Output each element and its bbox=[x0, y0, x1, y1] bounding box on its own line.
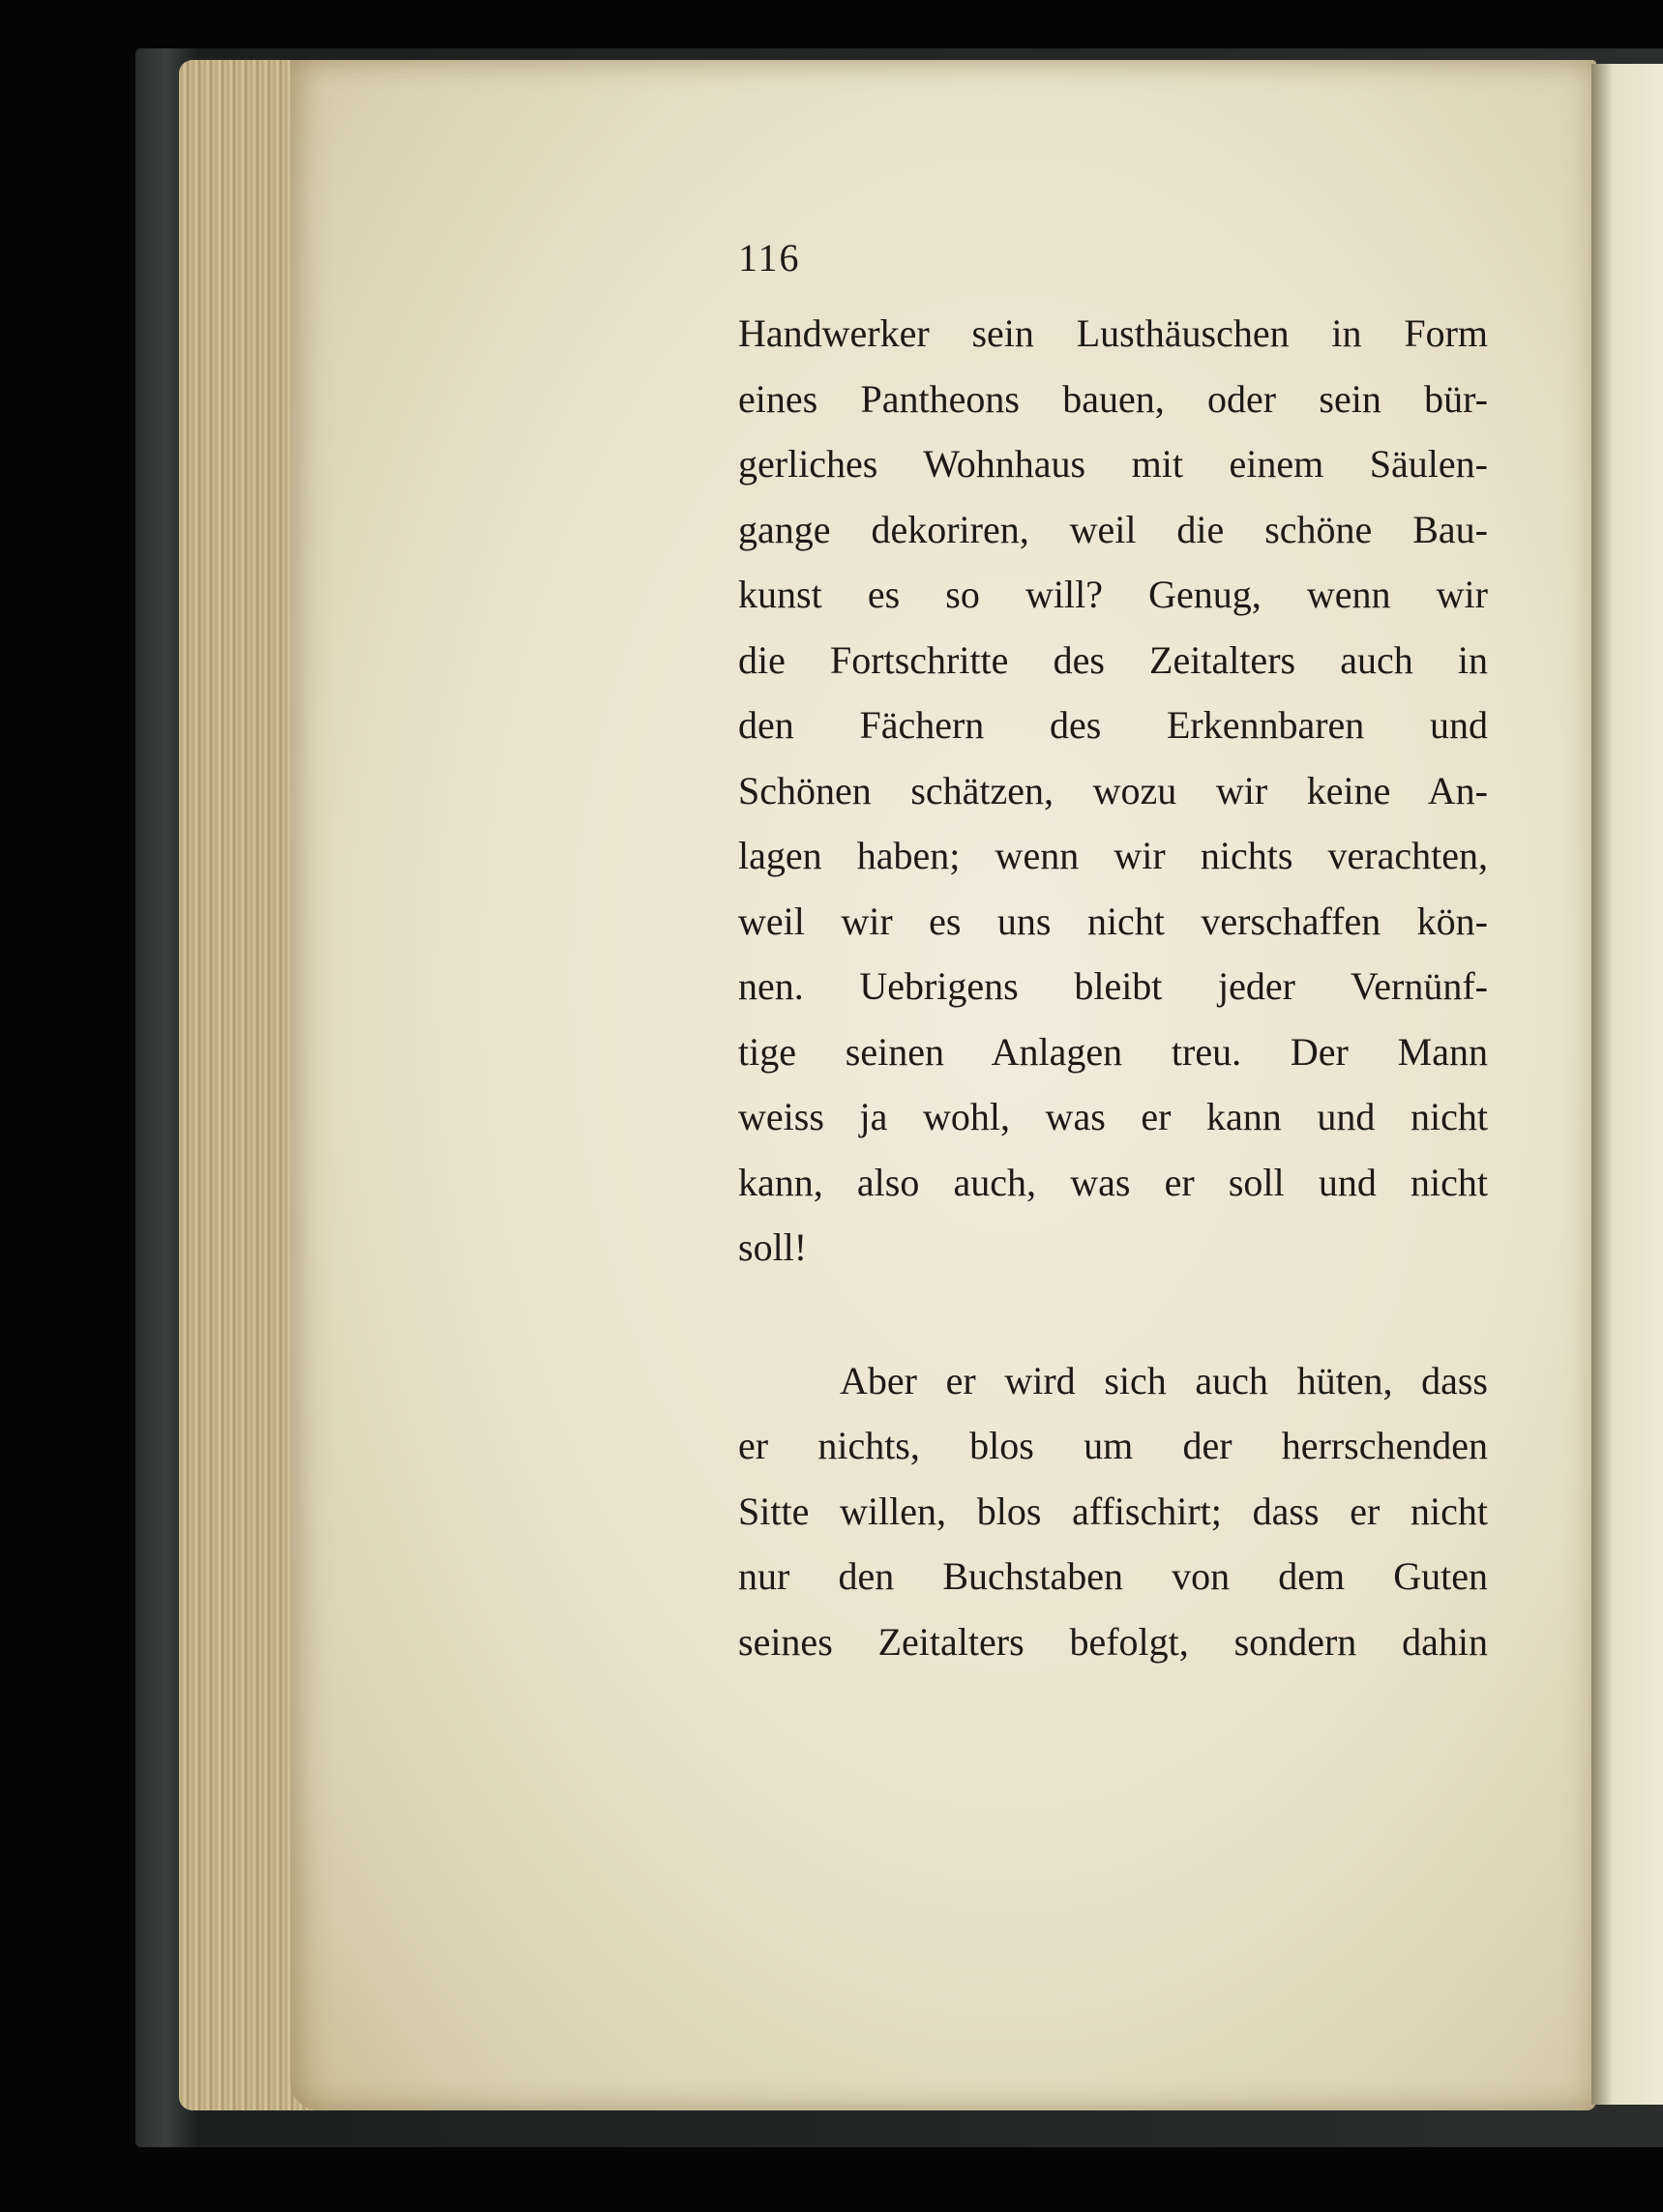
text-line: weiss ja wohl, was er kann und nicht bbox=[738, 1095, 1488, 1138]
text-line: Aber er wird sich auch hüten, dass bbox=[840, 1358, 1488, 1402]
facing-page-edge bbox=[1591, 64, 1663, 2105]
text-line: lagen haben; wenn wir nichts verachten, bbox=[738, 834, 1488, 877]
text-line: seines Zeitalters befolgt, sondern dahin bbox=[738, 1619, 1488, 1664]
text-line: soll! bbox=[738, 1225, 808, 1269]
text-line: Sitte willen, blos affischirt; dass er nicht bbox=[738, 1489, 1488, 1533]
page-number: 116 bbox=[738, 236, 801, 280]
text-line: kunst es so will? Genug, wenn wir bbox=[738, 573, 1488, 616]
paragraph-2 bbox=[738, 1348, 1488, 1675]
page-text bbox=[738, 237, 1488, 1674]
text-line: tige seinen Anlagen treu. Der Mann bbox=[738, 1029, 1488, 1074]
text-line: nur den Buchstaben von dem Guten bbox=[738, 1554, 1488, 1598]
text-line: die Fortschritte des Zeitalters auch in bbox=[738, 637, 1488, 682]
paragraph-gap bbox=[738, 1281, 1488, 1348]
text-line: weil wir es uns nicht verschaffen kön- bbox=[738, 899, 1488, 943]
text-line: den Fächern des Erkennbaren und bbox=[738, 703, 1488, 747]
text-line: eines Pantheons bauen, oder sein bür- bbox=[738, 376, 1488, 421]
paragraph-1 bbox=[738, 301, 1488, 1281]
text-line: er nichts, blos um der herrschenden bbox=[738, 1424, 1488, 1467]
text-line: Schönen schätzen, wozu wir keine An- bbox=[738, 768, 1488, 812]
text-line: nen. Uebrigens bleibt jeder Vernünf- bbox=[738, 964, 1488, 1008]
text-line: Handwerker sein Lusthäuschen in Form bbox=[738, 311, 1488, 355]
text-line: kann, also auch, was er soll und nicht bbox=[738, 1160, 1488, 1204]
text-line: gerliches Wohnhaus mit einem Säulen- bbox=[738, 442, 1488, 486]
text-line: gange dekoriren, weil die schöne Bau- bbox=[738, 507, 1488, 551]
